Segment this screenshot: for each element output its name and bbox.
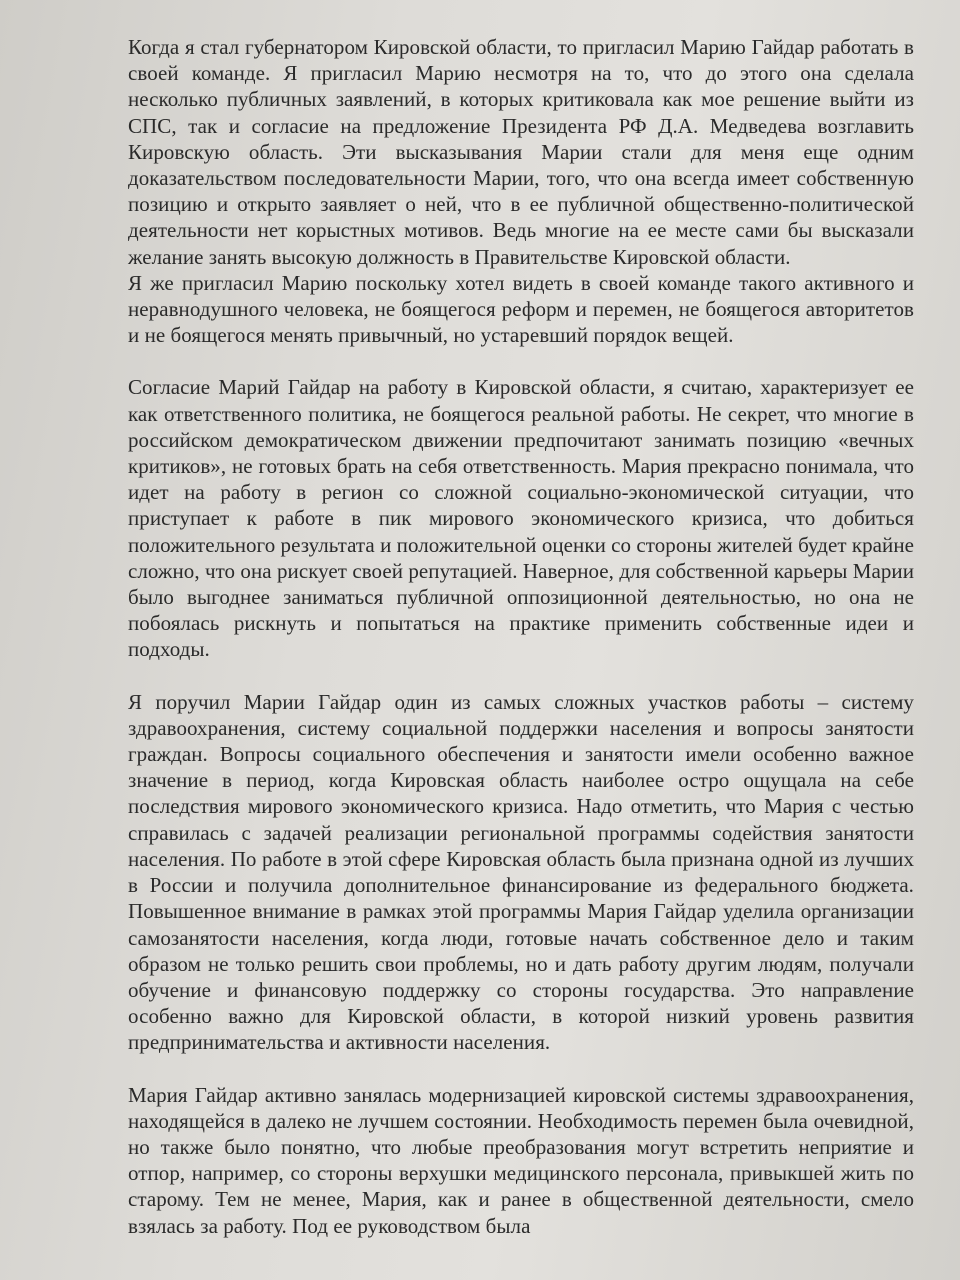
paragraph-spacer [128,663,914,689]
paragraph-spacer [128,1056,914,1082]
paragraph-5: Мария Гайдар активно занялась модернизацией кировской системы здравоохранения, находящейся в далеко не лучшем состоянии. Необходимость перемен была очевидной, но также было понятно, что любые преобразования могут встретить неприятие и отпор, например, со стороны верхушки медицинского персонала, привыкшей жить по старому. Тем не менее, Мария, как и ранее в общественной деятельности, смело взялась за работу. Под ее руководством была [128,1082,914,1238]
paragraph-2: Я же пригласил Марию поскольку хотел видеть в своей команде такого активного и неравнодушного человека, не боящегося реформ и перемен, не боящегося авторитетов и не боящегося менять привычный, но устаревший порядок вещей. [128,270,914,348]
paragraph-4: Я поручил Марии Гайдар один из самых сложных участков работы – систему здравоохранения, систему социальной поддержки населения и вопросы занятости граждан. Вопросы социального обеспечения и занятости имели особенно важное значение в период, когда Кировская область наиболее остро ощущала на себе последствия мирового экономического кризиса. Надо отметить, что Мария с честью справилась с задачей реализации региональной программы содействия занятости населения. По работе в этой сфере Кировская область была признана одной из лучших в России и получила дополнительное финансирование из федерального бюджета. Повышенное внимание в рамках этой программы Мария Гайдар уделила организации самозанятости населения, когда люди, готовые начать собственное дело и таким образом не только решить свои проблемы, но и дать работу другим людям, получали обучение и финансовую поддержку со стороны государства. Это направление особенно важно для Кировской области, в которой низкий уровень развития предпринимательства и активности населения. [128,689,914,1055]
paragraph-spacer [128,348,914,374]
paragraph-1: Когда я стал губернатором Кировской области, то пригласил Марию Гайдар работать в своей команде. Я пригласил Марию несмотря на то, что до этого она сделала несколько публичных заявлений, в которых критиковала как мое решение выйти из СПС, так и согласие на предложение Президента РФ Д.А. Медведева возглавить Кировскую область. Эти высказывания Марии стали для меня еще одним доказательством последовательности Марии, того, что она всегда имеет собственную позицию и открыто заявляет о ней, что в ее публичной общественно-политической деятельности нет корыстных мотивов. Ведь многие на ее месте сами бы высказали желание занять высокую должность в Правительстве Кировской области. [128,35,914,269]
letter-body [128,34,914,1239]
paragraph-3: Согласие Марий Гайдар на работу в Кировской области, я считаю, характеризует ее как ответственного политика, не боящегося реальной работы. Не секрет, что многие в российском демократическом движении предпочитают занимать позицию «вечных критиков», не готовых брать на себя ответственность. Мария прекрасно понимала, что идет на работу в регион со сложной социально-экономической ситуации, что приступает к работе в пик мирового экономического кризиса, что добиться положительного результата и положительной оценки со стороны жителей будет крайне сложно, что она рискует своей репутацией. Наверное, для собственной карьеры Марии было выгоднее заниматься публичной оппозиционной деятельностью, но она не побоялась рискнуть и попытаться на практике применить собственные идеи и подходы. [128,375,914,662]
